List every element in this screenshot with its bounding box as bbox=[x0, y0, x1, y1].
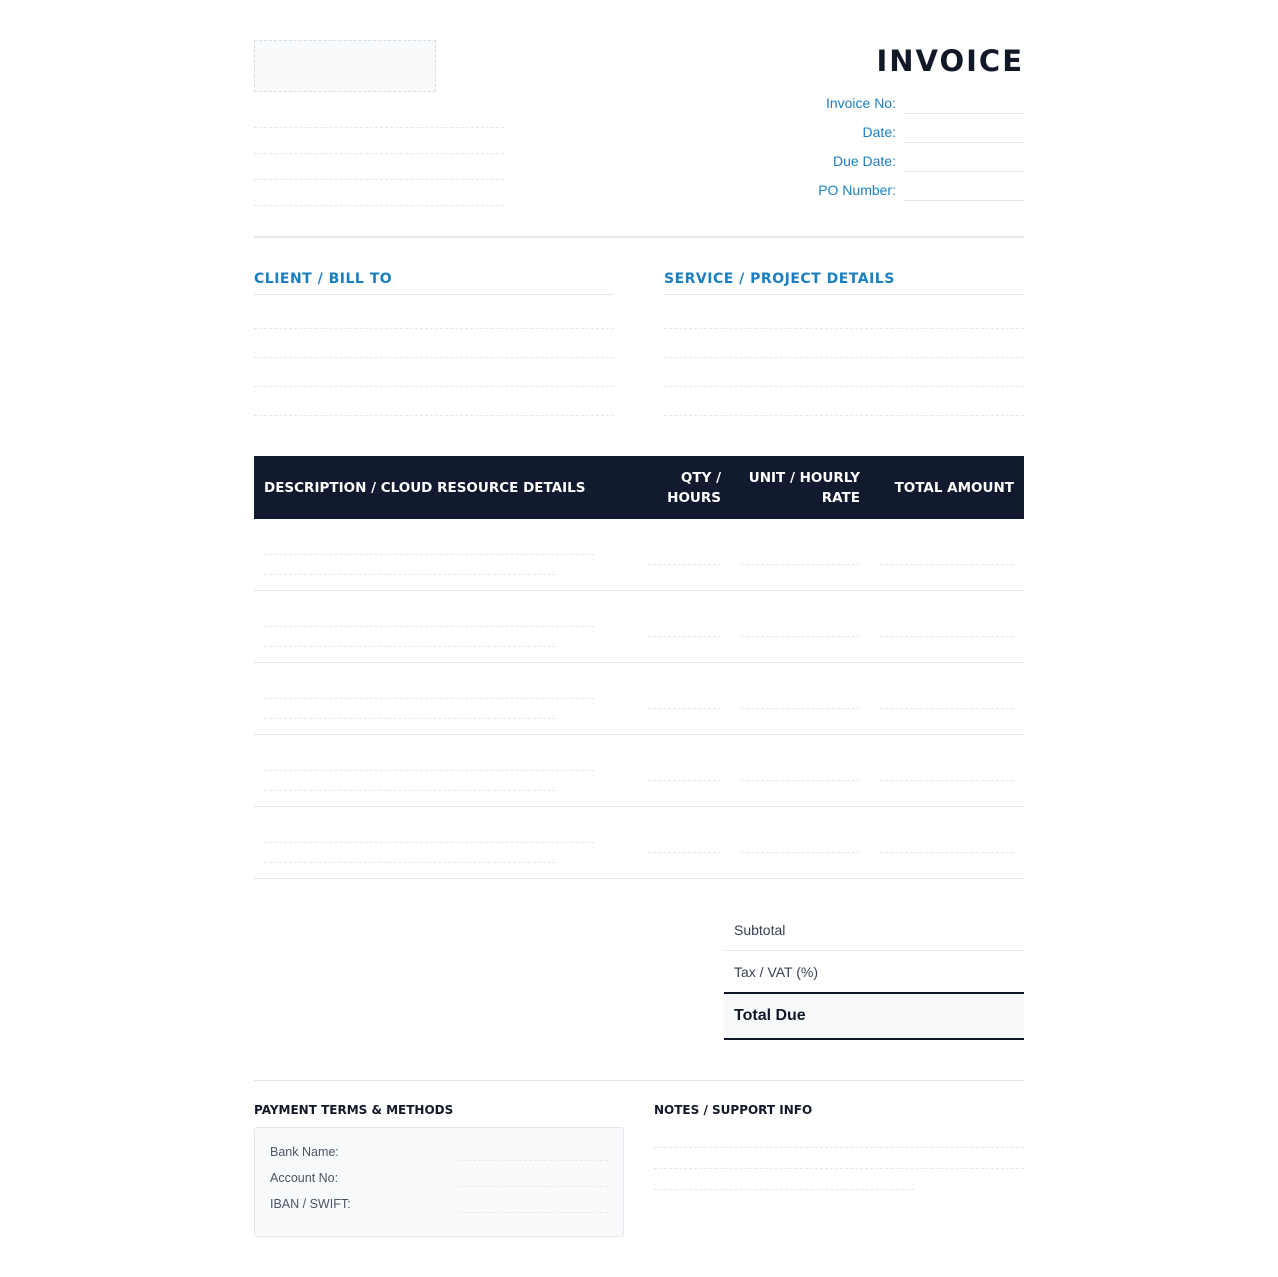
service-info-line[interactable] bbox=[664, 415, 1024, 416]
due-date-label: Due Date: bbox=[832, 153, 896, 169]
notes-line[interactable] bbox=[654, 1189, 914, 1190]
client-info-line[interactable] bbox=[254, 415, 614, 416]
totals-separator bbox=[724, 950, 1024, 951]
notes-line[interactable] bbox=[654, 1168, 1024, 1169]
notes-title: NOTES / SUPPORT INFO bbox=[654, 1103, 813, 1117]
company-address-line[interactable] bbox=[254, 179, 504, 180]
po-number-row bbox=[704, 182, 1024, 202]
qty-field[interactable] bbox=[648, 852, 721, 853]
account-number-field[interactable] bbox=[458, 1186, 608, 1187]
due-date-row bbox=[704, 153, 1024, 173]
company-address-line[interactable] bbox=[254, 127, 504, 128]
total-amount-field[interactable] bbox=[880, 564, 1014, 565]
due-date-field[interactable] bbox=[904, 171, 1024, 172]
bank-name-label: Bank Name: bbox=[270, 1145, 339, 1159]
line-items-table-header bbox=[254, 456, 1024, 519]
description-detail-field[interactable] bbox=[264, 790, 556, 791]
notes-line[interactable] bbox=[654, 1147, 1024, 1148]
table-row-separator bbox=[254, 734, 1024, 735]
service-info-line[interactable] bbox=[664, 386, 1024, 387]
qty-field[interactable] bbox=[648, 636, 721, 637]
client-info-line[interactable] bbox=[254, 386, 614, 387]
description-detail-field[interactable] bbox=[264, 574, 556, 575]
rate-field[interactable] bbox=[741, 636, 860, 637]
total-column-header: TOTAL AMOUNT bbox=[894, 480, 1014, 496]
rate-field[interactable] bbox=[741, 708, 860, 709]
company-address-line[interactable] bbox=[254, 205, 504, 206]
po-number-label: PO Number: bbox=[818, 182, 896, 198]
service-info-line[interactable] bbox=[664, 328, 1024, 329]
client-info-line[interactable] bbox=[254, 328, 614, 329]
date-field[interactable] bbox=[904, 142, 1024, 143]
service-section-underline bbox=[664, 294, 1024, 295]
rate-header-line: RATE bbox=[821, 490, 860, 506]
client-section-title: CLIENT / BILL TO bbox=[254, 271, 393, 287]
total-amount-field[interactable] bbox=[880, 780, 1014, 781]
invoice-number-label: Invoice No: bbox=[825, 95, 896, 111]
table-row-separator bbox=[254, 662, 1024, 663]
qty-field[interactable] bbox=[648, 780, 721, 781]
invoice-number-row bbox=[704, 95, 1024, 115]
client-info-line[interactable] bbox=[254, 357, 614, 358]
qty-field[interactable] bbox=[648, 564, 721, 565]
rate-column-header bbox=[749, 468, 860, 508]
date-row bbox=[704, 124, 1024, 144]
date-label: Date: bbox=[862, 124, 896, 140]
subtotal-row bbox=[724, 920, 1024, 951]
service-section-title: SERVICE / PROJECT DETAILS bbox=[664, 271, 895, 287]
client-section-underline bbox=[254, 294, 614, 295]
total-due-label: Total Due bbox=[734, 1007, 806, 1024]
total-amount-field[interactable] bbox=[880, 708, 1014, 709]
description-field[interactable] bbox=[264, 770, 594, 771]
rate-field[interactable] bbox=[741, 852, 860, 853]
total-amount-field[interactable] bbox=[880, 852, 1014, 853]
logo-placeholder[interactable] bbox=[254, 40, 436, 92]
subtotal-label: Subtotal bbox=[734, 922, 786, 938]
table-row-separator bbox=[254, 878, 1024, 879]
description-field[interactable] bbox=[264, 626, 594, 627]
invoice-number-field[interactable] bbox=[904, 113, 1024, 114]
table-row-separator bbox=[254, 590, 1024, 591]
invoice-title: INVOICE bbox=[876, 44, 1024, 78]
rate-header-line: UNIT / HOURLY bbox=[748, 470, 860, 486]
bank-details-box bbox=[254, 1127, 624, 1237]
iban-swift-field[interactable] bbox=[458, 1212, 608, 1213]
po-number-field[interactable] bbox=[904, 200, 1024, 201]
company-address-line[interactable] bbox=[254, 153, 504, 154]
table-row-separator bbox=[254, 806, 1024, 807]
total-amount-field[interactable] bbox=[880, 636, 1014, 637]
description-column-header: DESCRIPTION / CLOUD RESOURCE DETAILS bbox=[264, 480, 586, 496]
footer-divider bbox=[254, 1080, 1024, 1081]
header-divider bbox=[254, 236, 1024, 238]
tax-row bbox=[724, 962, 1024, 992]
description-field[interactable] bbox=[264, 554, 594, 555]
tax-label: Tax / VAT (%) bbox=[734, 964, 819, 980]
description-detail-field[interactable] bbox=[264, 862, 556, 863]
qty-field[interactable] bbox=[648, 708, 721, 709]
description-field[interactable] bbox=[264, 698, 594, 699]
total-due-row bbox=[724, 992, 1024, 1040]
bank-name-field[interactable] bbox=[458, 1160, 608, 1161]
qty-column-header bbox=[667, 468, 721, 508]
payment-terms-title: PAYMENT TERMS & METHODS bbox=[254, 1103, 454, 1117]
description-detail-field[interactable] bbox=[264, 646, 556, 647]
rate-field[interactable] bbox=[741, 780, 860, 781]
rate-field[interactable] bbox=[741, 564, 860, 565]
iban-swift-label: IBAN / SWIFT: bbox=[270, 1197, 351, 1211]
qty-header-line: HOURS bbox=[667, 490, 721, 506]
service-info-line[interactable] bbox=[664, 357, 1024, 358]
description-field[interactable] bbox=[264, 842, 594, 843]
account-number-label: Account No: bbox=[270, 1171, 339, 1185]
description-detail-field[interactable] bbox=[264, 718, 556, 719]
qty-header-line: QTY / bbox=[680, 470, 721, 486]
